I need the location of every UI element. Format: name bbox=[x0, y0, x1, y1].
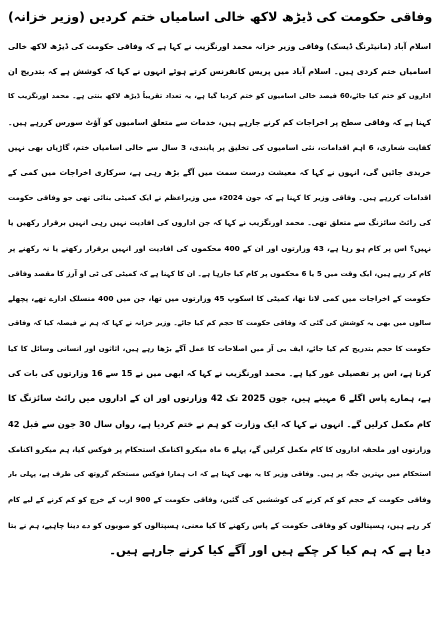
article-line: دیا ہے کہ ہم کیا کر چکے ہیں اور آگے کیا کرنے جارہے ہیں۔ bbox=[109, 542, 431, 557]
article-line: کرنا ہے، اس پر تفصیلی غور کیا ہے۔ محمد اورنگزیب نے کہا کہ ابھی میں نے 15 سے 16 وزارتوں کی بات کی bbox=[8, 369, 431, 379]
article-line: کہنا ہے کہ وفاقی سطح پر اخراجات کم کرنے جارہے ہیں، خدمات سے متعلق اسامیوں کو آؤٹ سورس کررہے ہیں۔ bbox=[8, 117, 431, 127]
article-line: وفاقی حکومت کے حجم کو کم کرنے کی کوششیں کی گئیں، وفاقی حکومت کے 900 ارب کے خرچ کو کم کرنے کے لیے کام bbox=[8, 495, 431, 505]
article-line: اداروں کو ختم کیا جائے،60 فیصد خالی اسامیوں کو ختم کردیا گیا ہے، یہ تعداد تقریباً ڈیڑھ لاکھ بنتی ہے۔ محمد اورنگزیب کا bbox=[8, 92, 431, 101]
article-body bbox=[8, 34, 431, 563]
article-line: اسامیاں ختم کردی ہیں۔ اسلام آباد میں پریس کانفرنس کرتے ہوئے انہوں نے کہا کہ کوشش ہے کہ بتدریج ان bbox=[8, 67, 431, 77]
article-line: خریدی جائیں گی، انہوں نے کہا کہ معیشت درست سمت میں آگے بڑھ رہی ہے، سرکاری اخراجات میں کمی کے bbox=[8, 167, 431, 177]
article-line: کر رہے ہیں، ہسپتالوں کو وفاقی حکومت کے پاس رکھنے کا کیا معنی، ہسپتالوں کو صوبوں کو دے دینا چاہیے، ہم نے بتا bbox=[8, 520, 431, 530]
article-line: حکومت کا حجم بتدریج کم کیا جائے، ایف بی آر میں اصلاحات کا عمل آگے بڑھا رہے ہیں، اثاثوں اور انسانی وسائل کا کیا bbox=[8, 344, 431, 354]
article-line: سالوں میں بھی یہ کوشش کی گئی کہ وفاقی حکومت کا حجم کم کیا جائے۔ وزیر خزانہ نے کہا کہ ہم نے فیصلہ کیا کہ وفاقی bbox=[8, 319, 431, 328]
article-line: استحکام میں بہترین جگہ پر ہیں۔ وفاقی وزیر کا یہ بھی کہنا ہے کہ اب ہمارا فوکس مستحکم گروتھ کی طرف ہے، پہلی بار bbox=[8, 470, 431, 479]
article-line: ہے، ہمارے پاس اگلے 6 مہینے ہیں، جون 2025 تک 42 وزارتوں اور ان کے اداروں میں رائٹ سائزنگ کا bbox=[8, 393, 431, 404]
article-headline: وفاقی حکومت کی ڈیڑھ لاکھ خالی اسامیاں ختم کردیں (وزیر خزانہ) bbox=[8, 9, 433, 24]
article-line: کی رائٹ سائزنگ سے متعلق تھی۔ محمد اورنگزیب نے کہا کہ جن اداروں کی افادیت نہیں رہی انہیں برقرار رکھیں یا bbox=[8, 218, 431, 228]
article-line: نہیں؟ اس پر کام ہو رہا ہے، 43 وزارتوں اور ان کے 400 محکموں کی افادیت اور انہیں برقرار رکھنے یا نہ رکھنے پر bbox=[8, 243, 431, 253]
article-line: کام کر رہے ہیں، ایک وقت میں 5 یا 6 محکموں پر کام کیا جارہا ہے۔ ان کا کہنا ہے کہ کمیٹی کی ٹی او آرز کا مقصد وفاقی bbox=[8, 268, 431, 278]
article-line: کام مکمل کرلیں گے۔ انہوں نے کہا کہ ایک وزارت کو ہم نے ختم کردیا ہے، رواں سال 30 جون سے قبل 42 bbox=[8, 418, 431, 429]
article-line: اسلام آباد (مانیٹرنگ ڈیسک) وفاقی وزیر خزانہ محمد اورنگزیب نے کہا ہے کہ وفاقی حکومت کی ڈیڑھ لاکھ خالی bbox=[8, 42, 431, 51]
article-line: کفایت شعاری، 6 اہم اقدامات، نئی اسامیوں کی تخلیق پر پابندی، 3 سال سے خالی اسامیاں ختم، گاڑیاں بھی نہیں bbox=[8, 142, 431, 152]
article-line: وزارتوں اور ملحقہ اداروں کا کام مکمل کرلیں گے، پہلے 6 ماہ میکرو اکنامک استحکام پر فوکس کیا، ہم میکرو اکنامک bbox=[8, 445, 431, 454]
article-line: حکومت کے اخراجات میں کمی لانا تھا، کمیٹی کا اسکوپ 45 وزارتوں میں تھا، جن میں 400 منسلک ادارے تھے، پچھلے bbox=[8, 293, 431, 303]
article-line: اقدامات کررہے ہیں۔ وفاقی وزیر کا کہنا ہے کہ جون 2024ء میں وزیراعظم نے ایک کمیٹی بنائی تھی جو وفاقی حکومت bbox=[8, 193, 431, 203]
